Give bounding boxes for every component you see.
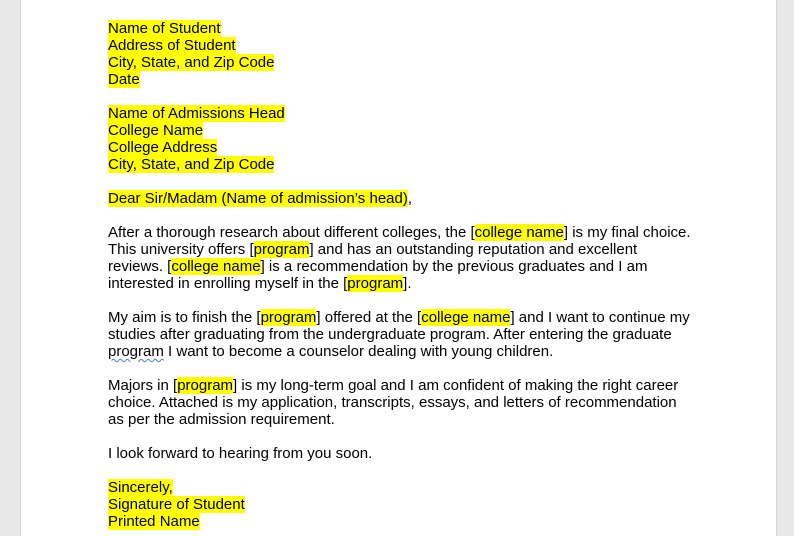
salutation xyxy=(108,190,708,207)
recipient-block xyxy=(108,105,708,173)
sender-block xyxy=(108,20,708,88)
document-page[interactable] xyxy=(20,0,777,536)
closing-block xyxy=(108,479,708,530)
p3-text: as per the admission requirement. xyxy=(108,411,335,428)
student-name-placeholder: Name of Student xyxy=(108,20,221,37)
spellcheck-underlined-word[interactable]: program xyxy=(108,343,164,360)
sign-off-placeholder: Sincerely, xyxy=(108,479,173,496)
p2-text: I want to become a counselor dealing with young children. xyxy=(163,343,554,360)
p1-text: ] and has an outstanding reputation and excellent xyxy=(309,241,638,258)
college-name-highlight: college name xyxy=(474,224,564,241)
college-name-highlight: college name xyxy=(171,258,261,275)
p2-text: ] offered at the [ xyxy=(316,309,422,326)
p2-text: ] and I want to continue my xyxy=(510,309,690,326)
paragraph-1 xyxy=(108,224,708,292)
letter-body[interactable] xyxy=(108,20,708,530)
admissions-head-placeholder: Name of Admissions Head xyxy=(108,105,285,122)
paragraph-2 xyxy=(108,309,708,360)
p1-text: interested in enrolling myself in the [ xyxy=(108,275,348,292)
p1-text: reviews. [ xyxy=(108,258,172,275)
p1-text: This university offers [ xyxy=(108,241,254,258)
p1-text: ]. xyxy=(403,275,412,292)
program-highlight: program xyxy=(177,377,234,394)
salutation-placeholder: Dear Sir/Madam (Name of admission’s head) xyxy=(108,190,408,207)
p3-text: choice. Attached is my application, transcripts, essays, and letters of recommendation xyxy=(108,394,677,411)
program-highlight: program xyxy=(253,241,310,258)
date-placeholder: Date xyxy=(108,71,140,88)
p1-text: After a thorough research about different colleges, the [ xyxy=(108,224,475,241)
program-highlight: program xyxy=(347,275,404,292)
paragraph-3 xyxy=(108,377,708,428)
signature-placeholder: Signature of Student xyxy=(108,496,245,513)
college-address-placeholder: College Address xyxy=(108,139,218,156)
college-name-placeholder: College Name xyxy=(108,122,204,139)
student-city-placeholder: City, State, and Zip Code xyxy=(108,54,275,71)
college-name-highlight: college name xyxy=(421,309,511,326)
p2-text: My aim is to finish the [ xyxy=(108,309,261,326)
student-address-placeholder: Address of Student xyxy=(108,37,236,54)
p1-text: ] is a recommendation by the previous graduates and I am xyxy=(260,258,648,275)
college-city-placeholder: City, State, and Zip Code xyxy=(108,156,275,173)
p1-text: ] is my final choice. xyxy=(563,224,691,241)
p3-text: ] is my long-term goal and I am confident of making the right career xyxy=(233,377,679,394)
paragraph-4: I look forward to hearing from you soon. xyxy=(108,445,373,462)
program-highlight: program xyxy=(260,309,317,326)
p2-text: studies after graduating from the undergraduate program. After entering the graduate xyxy=(108,326,672,343)
p3-text: Majors in [ xyxy=(108,377,178,394)
salutation-comma: , xyxy=(407,190,413,207)
printed-name-placeholder: Printed Name xyxy=(108,513,200,530)
